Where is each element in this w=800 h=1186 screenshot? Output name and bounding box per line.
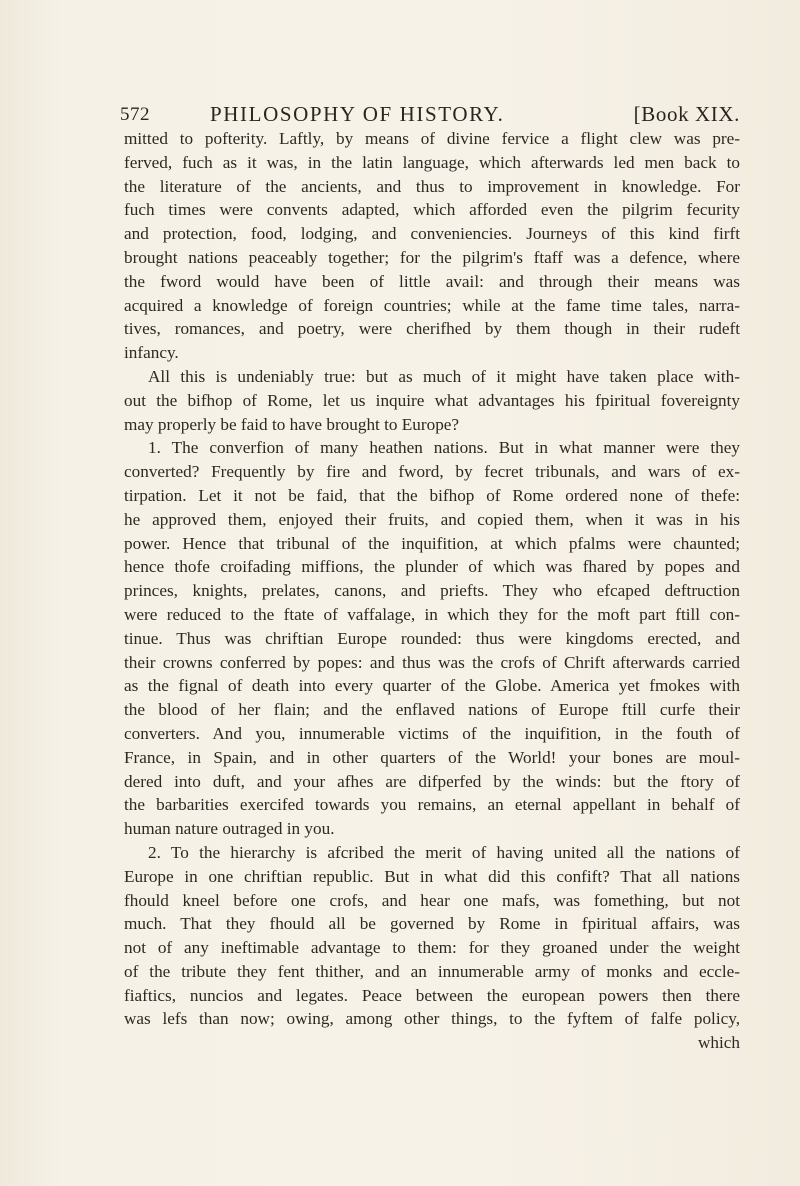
text-line: infancy. — [124, 343, 179, 363]
text-line: Europe in one chriftian republic. But in what did this confift? That all nations — [124, 866, 740, 886]
text-line: of the tribute they fent thither, and an innumerable army of monks and eccle- — [124, 961, 740, 981]
text-line: mitted to pofterity. Laftly, by means of divine fervice a flight clew was pre- — [124, 129, 740, 148]
text-line: brought nations peaceably together; for the pilgrim's ftaff was a defence, where — [124, 247, 740, 267]
text-line: 2. To the hierarchy is afcribed the merit of having united all the nations of — [148, 842, 740, 862]
text-line: was lefs than now; owing, among other things, to the fyftem of falfe policy, — [124, 1009, 740, 1029]
text-line: power. Hence that tribunal of the inquifition, at which pfalms were chaunted; — [124, 533, 740, 553]
text-line: the fword would have been of little avail: and through their means was — [124, 271, 740, 291]
text-line: and protection, food, lodging, and conveniencies. Journeys of this kind firft — [124, 224, 740, 244]
text-line: were reduced to the ftate of vaffalage, in which they for the moft part ftill con- — [124, 604, 740, 624]
page-header — [120, 100, 740, 130]
text-line: not of any ineftimable advantage to them: for they groaned under the weight — [124, 938, 740, 958]
text-line: fuch times were convents adapted, which afforded even the pilgrim fecurity — [124, 200, 740, 220]
text-line: converters. And you, innumerable victims of the inquifition, in the fouth of — [124, 723, 740, 743]
text-line: tinue. Thus was chriftian Europe rounded: thus were kingdoms erected, and — [124, 628, 740, 648]
text-line: much. That they fhould all be governed by Rome in fpiritual affairs, was — [124, 914, 740, 934]
text-line: dered into duft, and your afhes are difperfed by the winds: but the ftory of — [124, 771, 740, 791]
text-line: princes, knights, prelates, canons, and priefts. They who efcaped deftruction — [124, 581, 740, 601]
catchword: which — [697, 1033, 740, 1053]
text-line: All this is undeniably true: but as much of it might have taken place with- — [148, 366, 740, 386]
text-line: hence thofe croifading miffions, the plunder of which was fhared by popes and — [124, 557, 740, 577]
text-line: tives, romances, and poetry, were cherifhed by them though in their rudeft — [124, 319, 740, 339]
text-line: as the fignal of death into every quarter of the Globe. America yet fmokes with — [124, 676, 740, 696]
running-title: PHILOSOPHY OF HISTORY. — [210, 102, 505, 126]
text-line: fhould kneel before one crofs, and hear one mafs, was fomething, but not — [124, 890, 740, 910]
text-line: he approved them, enjoyed their fruits, and copied them, when it was in his — [124, 509, 740, 529]
text-line: their crowns conferred by popes: and thus was the crofs of Chrift afterwards carried — [124, 652, 740, 672]
text-line: acquired a knowledge of foreign countries; while at the fame time tales, narra- — [124, 295, 740, 315]
text-line: the blood of her flain; and the enflaved nations of Europe ftill curfe their — [124, 700, 740, 720]
text-line: France, in Spain, and in other quarters of the World! your bones are moul- — [124, 747, 740, 767]
text-line: converted? Frequently by fire and fword, by fecret tribunals, and wars of ex- — [124, 462, 740, 482]
text-line: the literature of the ancients, and thus to improvement in knowledge. For — [124, 176, 740, 196]
text-line: out the bifhop of Rome, let us inquire what advantages his fpiritual fovereignty — [124, 390, 740, 410]
body-text — [124, 127, 740, 1055]
text-line: may properly be faid to have brought to Europe? — [124, 414, 460, 434]
book-label: [Book XIX. — [633, 102, 740, 126]
text-line: ferved, fuch as it was, in the latin language, which afterwards led men back to — [124, 152, 740, 172]
text-line: the barbarities exercifed towards you remains, an eternal appellant in behalf of — [124, 795, 740, 815]
text-line: 1. The converfion of many heathen nations. But in what manner were they — [148, 438, 740, 458]
text-line: fiaftics, nuncios and legates. Peace between the european powers then there — [124, 985, 740, 1005]
text-line: tirpation. Let it not be faid, that the bifhop of Rome ordered none of thefe: — [124, 485, 740, 505]
text-line: human nature outraged in you. — [124, 819, 335, 839]
page-number: 572 — [120, 104, 150, 125]
